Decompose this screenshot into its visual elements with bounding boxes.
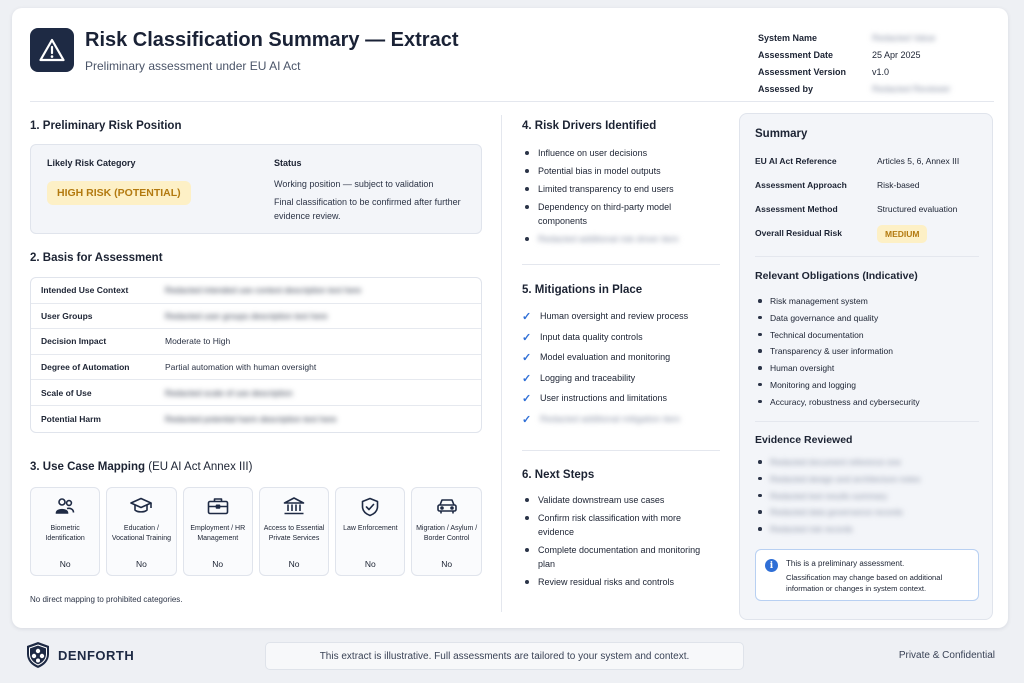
brand-logo xyxy=(25,641,134,669)
mitigations-list xyxy=(522,309,727,433)
use-case-value: No xyxy=(441,559,453,569)
section-title-risk-drivers: 4. Risk Drivers Identified xyxy=(522,120,657,132)
summary-panel xyxy=(739,113,993,620)
list-item: Data governance and quality xyxy=(755,312,980,329)
basis-value-redacted: Redacted user groups description text here xyxy=(165,310,328,321)
people-icon xyxy=(31,497,99,515)
table-row xyxy=(31,304,481,330)
residual-risk-badge: MEDIUM xyxy=(877,225,927,243)
info-text: Classification may change based on additional information or changes in system context. xyxy=(786,573,943,593)
use-case-label: Biometric Identification xyxy=(45,525,85,542)
section-divider xyxy=(755,256,979,257)
basis-label: Degree of Automation xyxy=(41,362,130,373)
use-case-cards xyxy=(30,487,482,576)
redacted-text: Redacted additional risk driver item xyxy=(538,234,679,244)
meta-label: Assessed by xyxy=(758,83,814,94)
car-icon xyxy=(412,497,480,515)
table-row xyxy=(31,278,481,304)
list-item xyxy=(522,371,727,392)
meta-row xyxy=(758,29,998,46)
use-case-value: No xyxy=(288,559,300,569)
obligations-list xyxy=(755,295,980,413)
summary-value: Structured evaluation xyxy=(877,204,958,214)
meta-value-redacted: Redacted Reviewer xyxy=(872,83,951,94)
basis-value-redacted: Redacted intended use context description text here xyxy=(165,285,362,296)
basis-label: User Groups xyxy=(41,310,93,321)
redacted-text: Redacted design and architecture notes xyxy=(770,473,921,484)
use-case-card-law-enforcement xyxy=(335,487,405,576)
page-title: Risk Classification Summary — Extract xyxy=(85,29,459,51)
list-item: Accuracy, robustness and cybersecurity xyxy=(755,396,980,413)
meta-row xyxy=(758,80,998,97)
assessment-meta xyxy=(758,29,998,97)
list-item-text: Input data quality controls xyxy=(540,331,643,342)
risk-drivers-list xyxy=(522,146,722,246)
list-item-text: Logging and traceability xyxy=(540,372,636,383)
check-icon: ✓ xyxy=(522,372,532,385)
basis-label: Decision Impact xyxy=(41,336,107,347)
footer-disclaimer: This extract is illustrative. Full assessments are tailored to your system and context. xyxy=(265,642,744,670)
section-title-suffix: (EU AI Act Annex III) xyxy=(148,461,253,473)
meta-label: Assessment Version xyxy=(758,66,847,77)
redacted-text: Redacted data governance records xyxy=(770,507,903,518)
use-case-value: No xyxy=(212,559,224,569)
basis-value-redacted: Redacted potential harm description text here xyxy=(165,413,337,424)
list-item: Review residual risks and controls xyxy=(522,575,712,589)
use-case-card-employment xyxy=(183,487,253,576)
next-steps-list xyxy=(522,493,712,589)
list-item: Complete documentation and monitoring plan xyxy=(522,543,712,571)
meta-label: System Name xyxy=(758,32,818,43)
list-item-redacted xyxy=(755,490,980,507)
use-case-value: No xyxy=(136,559,147,569)
use-case-value: No xyxy=(59,559,71,569)
use-case-label: Migration / Asylum / Border Control xyxy=(416,525,478,542)
summary-label: EU AI Act Reference xyxy=(755,156,837,166)
summary-value: Risk-based xyxy=(877,180,920,190)
summary-row xyxy=(755,156,985,166)
basis-value-redacted: Redacted scale of use description xyxy=(165,387,293,398)
list-item xyxy=(522,330,727,351)
list-item-redacted xyxy=(522,412,727,433)
basis-value: Partial automation with human oversight xyxy=(165,362,317,373)
list-item-redacted xyxy=(755,456,980,473)
use-case-label: Law Enforcement xyxy=(343,525,398,532)
use-case-card-essential-services xyxy=(259,487,329,576)
residual-risk-label: Overall Residual Risk xyxy=(755,228,842,238)
prohibited-note: No direct mapping to prohibited categories. xyxy=(30,595,183,604)
section-divider xyxy=(522,264,720,265)
summary-label: Assessment Approach xyxy=(755,180,847,190)
summary-title: Summary xyxy=(755,128,808,140)
list-item-redacted xyxy=(755,523,980,540)
meta-value-redacted: Redacted Value xyxy=(872,32,936,43)
list-item: Transparency & user information xyxy=(755,345,980,362)
list-item: Limited transparency to end users xyxy=(522,182,722,196)
check-icon: ✓ xyxy=(522,311,532,323)
table-row xyxy=(31,329,481,355)
table-row xyxy=(31,355,481,381)
meta-value: v1.0 xyxy=(872,66,890,77)
status-note: Final classification to be confirmed after further evidence review. xyxy=(274,197,461,221)
list-item-text: User instructions and limitations xyxy=(540,393,668,404)
status-label: Status xyxy=(274,158,302,168)
info-heading: This is a preliminary assessment. xyxy=(786,559,905,568)
section-title-risk-position: 1. Preliminary Risk Position xyxy=(30,120,182,132)
use-case-label: Access to Essential Private Services xyxy=(263,525,325,542)
check-icon: ✓ xyxy=(522,352,532,365)
graduation-cap-icon xyxy=(107,497,175,515)
list-item: Dependency on third-party model components xyxy=(522,200,722,228)
list-item: Human oversight xyxy=(755,362,980,379)
page-subtitle: Preliminary assessment under EU AI Act xyxy=(85,59,301,73)
list-item: Technical documentation xyxy=(755,329,980,346)
table-row xyxy=(31,406,481,432)
list-item xyxy=(522,350,727,371)
evidence-list xyxy=(755,456,980,540)
section-title-basis: 2. Basis for Assessment xyxy=(30,252,163,264)
risk-position-box xyxy=(30,144,482,234)
list-item: Confirm risk classification with more evidence xyxy=(522,511,712,539)
header-divider xyxy=(30,101,994,102)
basis-table xyxy=(30,277,482,433)
column-divider xyxy=(501,115,502,612)
check-icon: ✓ xyxy=(522,393,532,406)
warning-icon xyxy=(30,28,74,72)
status-text: Working position — subject to validation xyxy=(274,179,434,189)
basis-value: Moderate to High xyxy=(165,336,231,347)
use-case-value: No xyxy=(364,559,376,569)
basis-label: Intended Use Context xyxy=(41,285,129,296)
evidence-title: Evidence Reviewed xyxy=(755,434,853,446)
section-title-mitigations: 5. Mitigations in Place xyxy=(522,284,643,296)
info-icon: i xyxy=(765,559,778,572)
check-icon: ✓ xyxy=(522,331,532,344)
meta-row xyxy=(758,46,998,63)
use-case-card-biometric xyxy=(30,487,100,576)
basis-label: Potential Harm xyxy=(41,413,101,424)
redacted-text: Redacted additional mitigation item xyxy=(540,413,681,424)
meta-value: 25 Apr 2025 xyxy=(872,49,921,60)
list-item-redacted xyxy=(522,232,722,246)
summary-label: Assessment Method xyxy=(755,204,838,214)
use-case-label: Education / Vocational Training xyxy=(111,525,172,542)
check-icon: ✓ xyxy=(522,413,532,426)
confidentiality-label: Private & Confidential xyxy=(898,650,995,661)
redacted-text: Redacted test results summary xyxy=(770,490,888,501)
shield-logo-icon xyxy=(25,641,51,669)
list-item: Monitoring and logging xyxy=(755,379,980,396)
section-divider xyxy=(522,450,720,451)
section-divider xyxy=(755,421,979,422)
list-item-text: Model evaluation and monitoring xyxy=(540,352,671,363)
obligations-title: Relevant Obligations (Indicative) xyxy=(755,270,918,282)
meta-label: Assessment Date xyxy=(758,49,834,60)
summary-row xyxy=(755,180,985,190)
brand-name: DENFORTH xyxy=(58,647,135,663)
list-item: Influence on user decisions xyxy=(522,146,722,160)
list-item: Risk management system xyxy=(755,295,980,312)
section-title-use-case-mapping xyxy=(30,461,252,473)
bank-icon xyxy=(260,497,328,515)
summary-row-residual xyxy=(755,228,985,238)
section-title-text: 3. Use Case Mapping xyxy=(30,461,146,473)
risk-category-badge: HIGH RISK (POTENTIAL) xyxy=(47,181,191,205)
summary-row xyxy=(755,204,985,214)
use-case-label: Employment / HR Management xyxy=(190,525,246,542)
list-item: Validate downstream use cases xyxy=(522,493,712,507)
list-item xyxy=(522,391,727,412)
preliminary-info-box xyxy=(755,549,979,601)
list-item xyxy=(522,309,727,330)
use-case-card-education xyxy=(106,487,176,576)
list-item-text: Human oversight and review process xyxy=(540,311,689,321)
redacted-text: Redacted document reference one xyxy=(770,457,901,467)
redacted-text: Redacted risk records xyxy=(770,524,853,535)
list-item: Potential bias in model outputs xyxy=(522,164,722,178)
section-title-next-steps: 6. Next Steps xyxy=(522,469,595,481)
shield-check-icon xyxy=(336,497,404,517)
report-card xyxy=(12,8,1008,628)
list-item-redacted xyxy=(755,473,980,490)
summary-value: Articles 5, 6, Annex III xyxy=(877,156,960,166)
risk-category-label: Likely Risk Category xyxy=(47,158,136,168)
list-item-redacted xyxy=(755,506,980,523)
use-case-card-migration xyxy=(411,487,481,576)
basis-label: Scale of Use xyxy=(41,387,92,398)
table-row xyxy=(31,380,481,406)
meta-row xyxy=(758,63,998,80)
briefcase-icon xyxy=(184,497,252,515)
